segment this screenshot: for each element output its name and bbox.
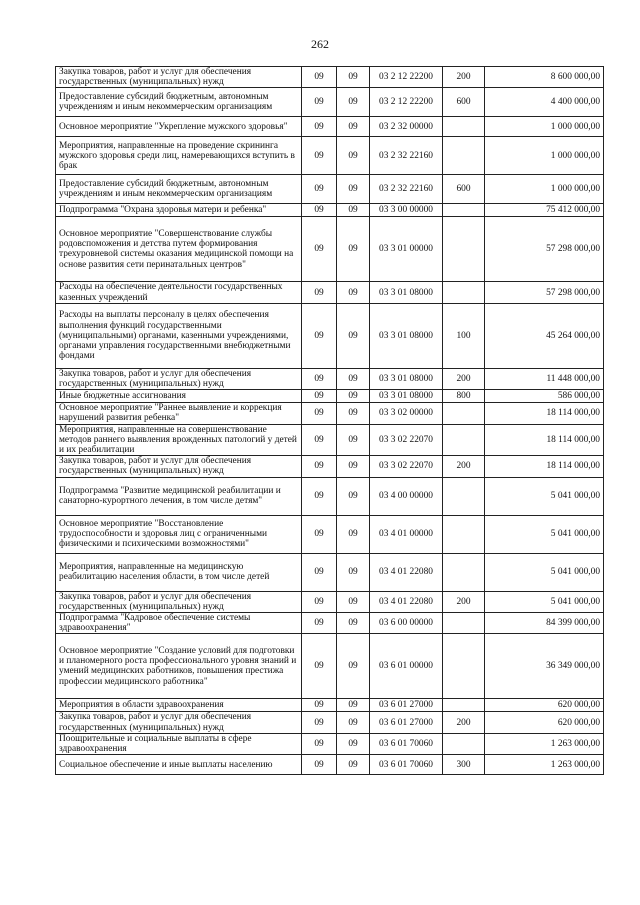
table-row <box>56 424 604 456</box>
row-amount-cell: 1 000 000,00 <box>485 175 604 204</box>
row-target-item-cell: 03 2 32 00000 <box>370 117 443 137</box>
row-name-cell: Основное мероприятие "Раннее выявление и коррекция нарушений развития ребенка" <box>56 403 302 424</box>
row-target-item-cell: 03 6 01 00000 <box>370 634 443 699</box>
row-subsection-cell: 09 <box>337 477 370 515</box>
row-subsection-cell: 09 <box>337 217 370 282</box>
row-target-item-cell: 03 3 01 08000 <box>370 390 443 403</box>
row-target-item-cell: 03 6 01 27000 <box>370 699 443 712</box>
row-subsection-cell: 09 <box>337 613 370 634</box>
row-section-cell: 09 <box>302 733 337 754</box>
row-expense-type-cell <box>443 733 485 754</box>
row-target-item-cell: 03 4 01 00000 <box>370 515 443 553</box>
row-name-cell: Закупка товаров, работ и услуг для обеспечения государственных (муниципальных) нужд <box>56 591 302 612</box>
row-amount-cell: 57 298 000,00 <box>485 217 604 282</box>
row-section-cell: 09 <box>302 755 337 775</box>
row-section-cell: 09 <box>302 175 337 204</box>
table-row <box>56 634 604 699</box>
row-subsection-cell: 09 <box>337 424 370 456</box>
row-subsection-cell: 09 <box>337 733 370 754</box>
row-name-cell: Подпрограмма "Развитие медицинской реабилитации и санаторно-курортного лечения, в том числе детям" <box>56 477 302 515</box>
table-row <box>56 204 604 217</box>
table-row <box>56 88 604 117</box>
row-subsection-cell: 09 <box>337 403 370 424</box>
row-amount-cell: 45 264 000,00 <box>485 303 604 368</box>
row-name-cell: Мероприятия, направленные на медицинскую реабилитацию населения области, в том числе детей <box>56 553 302 591</box>
row-subsection-cell: 09 <box>337 755 370 775</box>
table-row <box>56 553 604 591</box>
row-name-cell: Подпрограмма "Кадровое обеспечение системы здравоохранения" <box>56 613 302 634</box>
row-target-item-cell: 03 6 01 70060 <box>370 755 443 775</box>
row-subsection-cell: 09 <box>337 88 370 117</box>
row-expense-type-cell <box>443 117 485 137</box>
row-expense-type-cell <box>443 403 485 424</box>
row-expense-type-cell <box>443 477 485 515</box>
table-row <box>56 67 604 88</box>
row-expense-type-cell <box>443 699 485 712</box>
table-row <box>56 456 604 477</box>
row-name-cell: Предоставление субсидий бюджетным, автономным учреждениям и иным некоммерческим организациям <box>56 88 302 117</box>
row-subsection-cell: 09 <box>337 390 370 403</box>
row-target-item-cell: 03 3 01 00000 <box>370 217 443 282</box>
row-amount-cell: 11 448 000,00 <box>485 368 604 389</box>
row-amount-cell: 620 000,00 <box>485 699 604 712</box>
row-name-cell: Закупка товаров, работ и услуг для обеспечения государственных (муниципальных) нужд <box>56 67 302 88</box>
row-name-cell: Основное мероприятие "Создание условий для подготовки и планомерного роста профессионального уровня знаний и умений медицинских работников, повышения престижа профессии медицинского работника" <box>56 634 302 699</box>
row-subsection-cell: 09 <box>337 67 370 88</box>
row-section-cell: 09 <box>302 591 337 612</box>
row-expense-type-cell <box>443 553 485 591</box>
row-name-cell: Подпрограмма "Охрана здоровья матери и ребенка" <box>56 204 302 217</box>
row-subsection-cell: 09 <box>337 117 370 137</box>
row-subsection-cell: 09 <box>337 699 370 712</box>
row-name-cell: Закупка товаров, работ и услуг для обеспечения государственных (муниципальных) нужд <box>56 712 302 733</box>
row-section-cell: 09 <box>302 456 337 477</box>
row-target-item-cell: 03 6 00 00000 <box>370 613 443 634</box>
table-row <box>56 368 604 389</box>
row-subsection-cell: 09 <box>337 303 370 368</box>
row-section-cell: 09 <box>302 515 337 553</box>
row-name-cell: Мероприятия, направленные на проведение скрининга мужского здоровья среди лиц, намеревающихся вступить в брак <box>56 137 302 175</box>
table-row <box>56 282 604 303</box>
row-target-item-cell: 03 4 00 00000 <box>370 477 443 515</box>
row-subsection-cell: 09 <box>337 515 370 553</box>
table-row <box>56 613 604 634</box>
row-section-cell: 09 <box>302 634 337 699</box>
row-section-cell: 09 <box>302 88 337 117</box>
row-name-cell: Поощрительные и социальные выплаты в сфере здравоохранения <box>56 733 302 754</box>
row-name-cell: Основное мероприятие "Совершенствование службы родовспоможения и детства путем формирования трехуровневой системы оказания медицинской помощи на основе развития сети перинатальных центров" <box>56 217 302 282</box>
row-target-item-cell: 03 2 12 22200 <box>370 88 443 117</box>
row-target-item-cell: 03 2 32 22160 <box>370 175 443 204</box>
row-subsection-cell: 09 <box>337 368 370 389</box>
row-name-cell: Мероприятия, направленные на совершенствование методов раннего выявления врожденных патологий у детей и их реабилитации <box>56 424 302 456</box>
table-row <box>56 477 604 515</box>
row-amount-cell: 1 000 000,00 <box>485 117 604 137</box>
row-subsection-cell: 09 <box>337 175 370 204</box>
table-row <box>56 733 604 754</box>
row-target-item-cell: 03 2 32 22160 <box>370 137 443 175</box>
budget-table <box>55 66 604 775</box>
row-name-cell: Расходы на обеспечение деятельности государственных казенных учреждений <box>56 282 302 303</box>
table-row <box>56 515 604 553</box>
row-section-cell: 09 <box>302 303 337 368</box>
row-amount-cell: 5 041 000,00 <box>485 515 604 553</box>
row-expense-type-cell <box>443 282 485 303</box>
table-row <box>56 137 604 175</box>
row-expense-type-cell: 100 <box>443 303 485 368</box>
row-subsection-cell: 09 <box>337 553 370 591</box>
row-expense-type-cell: 200 <box>443 456 485 477</box>
row-section-cell: 09 <box>302 390 337 403</box>
row-amount-cell: 5 041 000,00 <box>485 591 604 612</box>
row-name-cell: Социальное обеспечение и иные выплаты населению <box>56 755 302 775</box>
row-name-cell: Закупка товаров, работ и услуг для обеспечения государственных (муниципальных) нужд <box>56 368 302 389</box>
row-amount-cell: 586 000,00 <box>485 390 604 403</box>
row-section-cell: 09 <box>302 67 337 88</box>
table-row <box>56 591 604 612</box>
row-expense-type-cell: 200 <box>443 67 485 88</box>
row-target-item-cell: 03 6 01 70060 <box>370 733 443 754</box>
row-amount-cell: 5 041 000,00 <box>485 477 604 515</box>
row-name-cell: Предоставление субсидий бюджетным, автономным учреждениям и иным некоммерческим организациям <box>56 175 302 204</box>
row-amount-cell: 57 298 000,00 <box>485 282 604 303</box>
row-section-cell: 09 <box>302 368 337 389</box>
row-target-item-cell: 03 2 12 22200 <box>370 67 443 88</box>
row-expense-type-cell <box>443 515 485 553</box>
row-target-item-cell: 03 3 02 22070 <box>370 456 443 477</box>
row-target-item-cell: 03 4 01 22080 <box>370 591 443 612</box>
row-expense-type-cell <box>443 204 485 217</box>
table-row <box>56 755 604 775</box>
page-number: 262 <box>311 37 329 51</box>
row-expense-type-cell: 600 <box>443 175 485 204</box>
row-amount-cell: 1 263 000,00 <box>485 733 604 754</box>
row-name-cell: Расходы на выплаты персоналу в целях обеспечения выполнения функций государственными (муниципальными) органами, казенными учреждениями, органами управления государственными внебюджетными фондами <box>56 303 302 368</box>
row-amount-cell: 18 114 000,00 <box>485 456 604 477</box>
row-expense-type-cell <box>443 424 485 456</box>
row-name-cell: Основное мероприятие "Восстановление трудоспособности и здоровья лиц с ограниченными физическими и психическими возможностями" <box>56 515 302 553</box>
row-section-cell: 09 <box>302 712 337 733</box>
row-section-cell: 09 <box>302 477 337 515</box>
row-expense-type-cell <box>443 217 485 282</box>
row-subsection-cell: 09 <box>337 712 370 733</box>
row-name-cell: Мероприятия в области здравоохранения <box>56 699 302 712</box>
row-section-cell: 09 <box>302 403 337 424</box>
row-subsection-cell: 09 <box>337 204 370 217</box>
row-section-cell: 09 <box>302 217 337 282</box>
row-target-item-cell: 03 3 02 22070 <box>370 424 443 456</box>
row-amount-cell: 75 412 000,00 <box>485 204 604 217</box>
row-amount-cell: 5 041 000,00 <box>485 553 604 591</box>
row-target-item-cell: 03 3 00 00000 <box>370 204 443 217</box>
row-expense-type-cell <box>443 137 485 175</box>
row-subsection-cell: 09 <box>337 282 370 303</box>
row-expense-type-cell <box>443 634 485 699</box>
row-target-item-cell: 03 3 01 08000 <box>370 282 443 303</box>
table-row <box>56 117 604 137</box>
row-section-cell: 09 <box>302 137 337 175</box>
table-row <box>56 403 604 424</box>
row-amount-cell: 36 349 000,00 <box>485 634 604 699</box>
row-target-item-cell: 03 3 02 00000 <box>370 403 443 424</box>
row-amount-cell: 18 114 000,00 <box>485 403 604 424</box>
row-subsection-cell: 09 <box>337 456 370 477</box>
table-row <box>56 303 604 368</box>
row-subsection-cell: 09 <box>337 634 370 699</box>
row-name-cell: Основное мероприятие "Укрепление мужского здоровья" <box>56 117 302 137</box>
row-target-item-cell: 03 6 01 27000 <box>370 712 443 733</box>
row-section-cell: 09 <box>302 699 337 712</box>
row-amount-cell: 620 000,00 <box>485 712 604 733</box>
table-row <box>56 699 604 712</box>
row-amount-cell: 4 400 000,00 <box>485 88 604 117</box>
row-section-cell: 09 <box>302 424 337 456</box>
row-target-item-cell: 03 3 01 08000 <box>370 368 443 389</box>
row-subsection-cell: 09 <box>337 137 370 175</box>
row-section-cell: 09 <box>302 282 337 303</box>
row-subsection-cell: 09 <box>337 591 370 612</box>
table-row <box>56 175 604 204</box>
row-expense-type-cell: 600 <box>443 88 485 117</box>
row-name-cell: Закупка товаров, работ и услуг для обеспечения государственных (муниципальных) нужд <box>56 456 302 477</box>
row-name-cell: Иные бюджетные ассигнования <box>56 390 302 403</box>
row-section-cell: 09 <box>302 553 337 591</box>
table-row <box>56 390 604 403</box>
row-amount-cell: 18 114 000,00 <box>485 424 604 456</box>
row-expense-type-cell: 200 <box>443 368 485 389</box>
row-section-cell: 09 <box>302 204 337 217</box>
table-row <box>56 712 604 733</box>
row-expense-type-cell <box>443 613 485 634</box>
row-amount-cell: 1 263 000,00 <box>485 755 604 775</box>
row-target-item-cell: 03 3 01 08000 <box>370 303 443 368</box>
row-expense-type-cell: 200 <box>443 591 485 612</box>
row-amount-cell: 84 399 000,00 <box>485 613 604 634</box>
row-amount-cell: 8 600 000,00 <box>485 67 604 88</box>
row-section-cell: 09 <box>302 117 337 137</box>
row-expense-type-cell: 800 <box>443 390 485 403</box>
row-section-cell: 09 <box>302 613 337 634</box>
table-row <box>56 217 604 282</box>
budget-table-body <box>56 67 604 775</box>
row-expense-type-cell: 200 <box>443 712 485 733</box>
row-amount-cell: 1 000 000,00 <box>485 137 604 175</box>
row-target-item-cell: 03 4 01 22080 <box>370 553 443 591</box>
row-expense-type-cell: 300 <box>443 755 485 775</box>
